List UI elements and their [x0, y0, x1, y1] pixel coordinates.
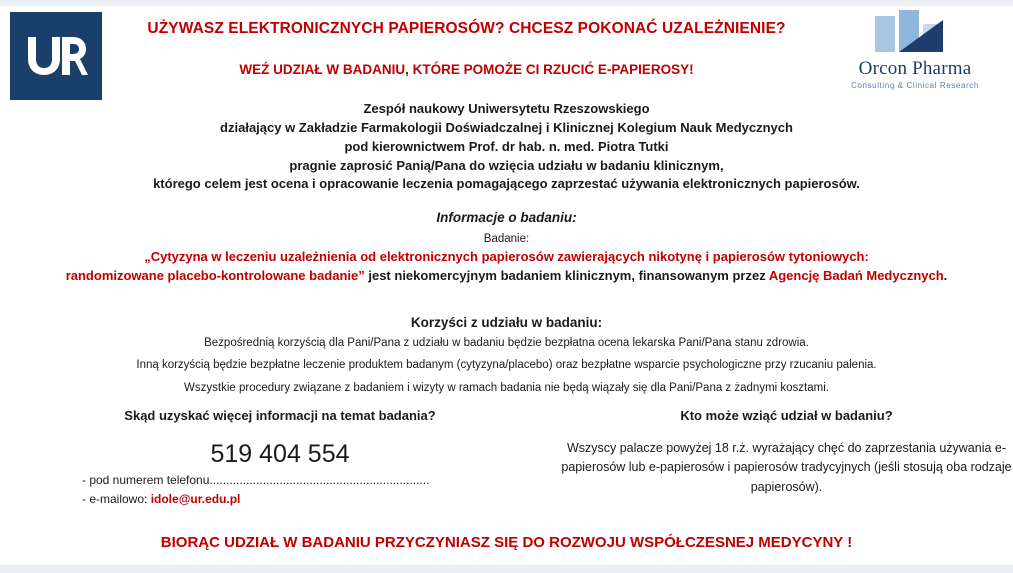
study-title-line-1: „Cytyzyna w leczeniu uzależnienia od elektronicznych papierosów zawierających nikotynę i papierosów tytoniowych: [144, 249, 869, 264]
benefits-title: Korzyści z udziału w badaniu: [410, 315, 603, 330]
top-bar [0, 0, 1013, 6]
study-label: Badanie: [483, 233, 530, 245]
bottom-bar [0, 565, 1013, 573]
study-title-period: . [943, 267, 948, 283]
contact-column [0, 408, 560, 509]
intro-line-3: pod kierownictwem Prof. dr hab. n. med. Piotra Tutki [344, 138, 669, 154]
email-address[interactable]: idole@ur.edu.pl [150, 492, 241, 507]
phone-number[interactable]: 519 404 554 [210, 440, 350, 468]
participants-title: Kto może wziąć udział w badaniu? [680, 408, 893, 423]
contact-title: Skąd uzyskać więcej informacji na temat badania? [124, 408, 436, 423]
phone-line [82, 471, 560, 490]
ur-monogram-icon [24, 33, 88, 79]
funding-agency: Agencję Badań Medycznych [768, 267, 944, 283]
benefits-section [0, 315, 1013, 397]
benefits-line-2: Inną korzyścią będzie bezpłatne leczenie produktem badanym (cytyzyna/placebo) oraz bezpłatne wsparcie psychologiczne przy rzucaniu palenia. [136, 359, 877, 372]
phone-line-dots: .................................................................. [209, 473, 430, 487]
email-line [82, 490, 560, 509]
contact-details [0, 471, 560, 509]
study-title-line-2 [0, 267, 1013, 286]
university-logo [10, 12, 102, 100]
benefits-line-3: Wszystkie procedury związane z badaniem i wizyty w ramach badania nie będą wiązały się dla Pani/Pana z żadnymi kosztami. [184, 381, 829, 394]
intro-line-2: działający w Zakładzie Farmakologii Doświadczalnej i Klinicznej Kolegium Nauk Medycznych [220, 119, 793, 135]
headline: UŻYWASZ ELEKTRONICZNYCH PAPIEROSÓW? CHCESZ POKONAĆ UZALEŻNIENIE? [147, 20, 786, 37]
footer-message: BIORĄC UDZIAŁ W BADANIU PRZYCZYNIASZ SIĘ DO ROZWOJU WSPÓŁCZESNEJ MEDYCYNY ! [160, 534, 853, 551]
study-funding-text: jest niekomercyjnym badaniem klinicznym, finansowanym przez [364, 267, 769, 283]
study-section-title: Informacje o badaniu: [436, 210, 577, 225]
intro-line-5: którego celem jest ocena i opracowanie leczenia pomagającego zaprzestać używania elektronicznych papierosów. [153, 176, 860, 192]
study-title-highlight: randomizowane placebo-kontrolowane badanie” [65, 267, 365, 283]
intro-block [0, 100, 1013, 194]
company-logo [825, 8, 1005, 100]
benefits-line-1: Bezpośrednią korzyścią dla Pani/Pana z udziału w badaniu będzie bezpłatna ocena lekarska Pani/Pana stanu zdrowia. [204, 337, 809, 349]
intro-line-4: pragnie zaprosić Panią/Pana do wzięcia udziału w badaniu klinicznym, [289, 157, 724, 173]
subheadline: WEŹ UDZIAŁ W BADANIU, KTÓRE POMOŻE CI RZUCIĆ E-PAPIEROSY! [239, 62, 694, 77]
email-label: - e-mailowo: [82, 492, 151, 507]
company-name: Orcon Pharma [858, 58, 972, 79]
study-title [0, 248, 1013, 286]
company-tagline: Consulting & Clinical Research [851, 81, 979, 90]
bottom-columns [0, 408, 1013, 509]
participants-column [560, 408, 1013, 509]
phone-line-label: - pod numerem telefonu [82, 473, 210, 487]
intro-line-1: Zespół naukowy Uniwersytetu Rzeszowskiego [363, 101, 650, 116]
participants-text: Wszyscy palacze powyżej 18 r.ż. wyrażający chęć do zaprzestania używania e-papierosów lub e-papierosów i papierosów tradycyjnych (jeśli stosują oba rodzaje papierosów). [561, 441, 1012, 494]
orcon-mark-icon [825, 8, 1005, 56]
study-info-section [0, 210, 1013, 286]
